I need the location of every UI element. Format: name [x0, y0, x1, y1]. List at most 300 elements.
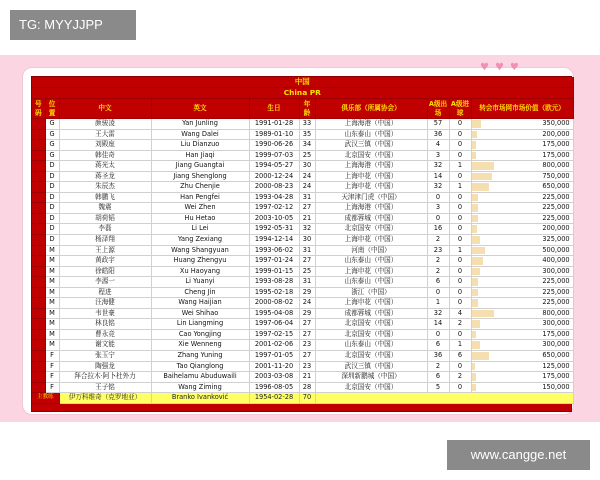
- cell-en: Yan Junling: [151, 119, 249, 130]
- cell-en: Wei Shihao: [151, 308, 249, 319]
- cell-en: Jiang Shenglong: [151, 171, 249, 182]
- market-value-bar: [472, 373, 477, 381]
- cell-age: 27: [299, 351, 315, 362]
- cell-en: Lin Liangming: [151, 319, 249, 330]
- cell-pos: F: [45, 351, 59, 362]
- cell-goals: 6: [449, 351, 471, 362]
- cell-caps: 1: [427, 298, 449, 309]
- market-value-text: 800,000: [542, 161, 570, 170]
- header-caps: A级出场: [428, 99, 448, 117]
- table-row: [32, 340, 573, 351]
- cell-mv: [471, 287, 573, 298]
- cell-dob: 1995-02-18: [249, 287, 299, 298]
- market-value-text: 350,000: [542, 119, 570, 127]
- cell-cn: 陶强龙: [59, 361, 151, 372]
- market-value-bar: [472, 141, 477, 149]
- cell-caps: 6: [427, 277, 449, 288]
- market-value-bar: [472, 257, 483, 265]
- table-row: [32, 298, 573, 309]
- table-row: [32, 213, 573, 224]
- cell-age: 23: [299, 361, 315, 372]
- cell-goals: 0: [449, 150, 471, 161]
- market-value-bar: [472, 194, 478, 202]
- cell-club: 成都蓉城（中国）: [315, 213, 427, 224]
- cell-caps: 6: [427, 372, 449, 383]
- cell-en: Cao Yongjing: [151, 329, 249, 340]
- cell-club: 北京国安（中国）: [315, 382, 427, 393]
- market-value-text: 200,000: [542, 224, 570, 233]
- cell-en: Han Pengfei: [151, 192, 249, 203]
- cell-mv: [471, 213, 573, 224]
- cell-club: 山东泰山（中国）: [315, 129, 427, 140]
- cell-goals: 0: [449, 203, 471, 214]
- cell-en: Wang Ziming: [151, 382, 249, 393]
- cell-caps: 4: [427, 140, 449, 151]
- cell-no: [32, 382, 45, 393]
- cell-no: [32, 235, 45, 246]
- cell-club: 上海海港（中国）: [315, 119, 427, 130]
- market-value-bar: [472, 247, 486, 255]
- cell-caps: 0: [427, 329, 449, 340]
- market-value-text: 300,000: [542, 340, 570, 349]
- cell-age: 29: [299, 287, 315, 298]
- market-value-text: 800,000: [542, 308, 570, 317]
- cell-caps: 36: [427, 351, 449, 362]
- cell-cn: 蒋光太: [59, 161, 151, 172]
- cell-goals: 2: [449, 372, 471, 383]
- cell-dob: 1999-01-15: [249, 266, 299, 277]
- cell-age: 23: [299, 340, 315, 351]
- cell-caps: 5: [427, 382, 449, 393]
- cell-age: 31: [299, 192, 315, 203]
- cell-caps: 0: [427, 287, 449, 298]
- cell-goals: 0: [449, 192, 471, 203]
- market-value-text: 225,000: [542, 298, 570, 307]
- cell-cn: 王大雷: [59, 129, 151, 140]
- cell-cn: 颜骏凌: [59, 119, 151, 130]
- cell-en: Wang Shangyuan: [151, 245, 249, 256]
- cell-age: 27: [299, 329, 315, 340]
- cell-pos: M: [45, 329, 59, 340]
- cell-mv: [471, 308, 573, 319]
- watermark-top: TG: MYYJJPP: [10, 10, 136, 40]
- cell-club: 上海申花（中国）: [315, 182, 427, 193]
- squad-table: [32, 77, 574, 404]
- cell-caps: 2: [427, 256, 449, 267]
- cell-age: 21: [299, 213, 315, 224]
- cell-age: 24: [299, 182, 315, 193]
- cell-club: 上海申花（中国）: [315, 171, 427, 182]
- cell-mv: [471, 192, 573, 203]
- cell-goals: 0: [449, 277, 471, 288]
- cell-no: [32, 329, 45, 340]
- coach-name-cn: 伊万科维奇（克罗地亚）: [59, 393, 151, 404]
- table-row: [32, 382, 573, 393]
- cell-club: 北京国安（中国）: [315, 150, 427, 161]
- cell-goals: 1: [449, 161, 471, 172]
- cell-pos: D: [45, 213, 59, 224]
- cell-dob: 1997-02-15: [249, 329, 299, 340]
- market-value-text: 225,000: [542, 192, 570, 201]
- cell-cn: 汪海健: [59, 298, 151, 309]
- cell-en: Han Jiaqi: [151, 150, 249, 161]
- cell-dob: 1997-02-12: [249, 203, 299, 214]
- cell-mv: [471, 298, 573, 309]
- cell-goals: 0: [449, 287, 471, 298]
- cell-goals: 1: [449, 340, 471, 351]
- cell-goals: 1: [449, 245, 471, 256]
- cell-pos: M: [45, 287, 59, 298]
- cell-age: 30: [299, 161, 315, 172]
- cell-club: 天津津门虎（中国）: [315, 192, 427, 203]
- cell-no: [32, 150, 45, 161]
- cell-age: 34: [299, 140, 315, 151]
- cell-caps: 2: [427, 361, 449, 372]
- cell-caps: 14: [427, 171, 449, 182]
- market-value-bar: [472, 320, 480, 328]
- cell-no: [32, 129, 45, 140]
- cell-cn: 徐皓阳: [59, 266, 151, 277]
- cell-pos: F: [45, 382, 59, 393]
- cell-club: 上海申花（中国）: [315, 266, 427, 277]
- cell-en: Hu Hetao: [151, 213, 249, 224]
- cell-cn: 李磊: [59, 224, 151, 235]
- cell-en: Wang Dalei: [151, 129, 249, 140]
- cell-no: [32, 119, 45, 130]
- cell-pos: M: [45, 298, 59, 309]
- cell-cn: 王上源: [59, 245, 151, 256]
- cell-mv: [471, 140, 573, 151]
- cell-no: [32, 182, 45, 193]
- cell-pos: G: [45, 129, 59, 140]
- market-value-bar: [472, 131, 478, 139]
- cell-dob: 1992-05-31: [249, 224, 299, 235]
- cell-no: [32, 361, 45, 372]
- market-value-bar: [472, 204, 478, 212]
- market-value-bar: [472, 215, 478, 223]
- cell-age: 31: [299, 245, 315, 256]
- header-position: 位置: [45, 99, 59, 119]
- table-row: [32, 287, 573, 298]
- header-age: 年龄: [299, 99, 315, 119]
- market-value-bar: [472, 363, 475, 371]
- watermark-bottom: www.cangge.net: [447, 440, 590, 470]
- cell-club: 北京国安（中国）: [315, 329, 427, 340]
- cell-caps: 36: [427, 129, 449, 140]
- market-value-bar: [472, 236, 481, 244]
- cell-no: [32, 245, 45, 256]
- cell-club: 山东泰山（中国）: [315, 256, 427, 267]
- cell-en: Xu Haoyang: [151, 266, 249, 277]
- heart-decoration-icon: ♥♥♥: [480, 62, 525, 73]
- header-goals: A级进球: [450, 99, 470, 117]
- cell-caps: 32: [427, 308, 449, 319]
- cell-club: 山东泰山（中国）: [315, 277, 427, 288]
- cell-no: [32, 203, 45, 214]
- cell-caps: 57: [427, 119, 449, 130]
- cell-age: 32: [299, 224, 315, 235]
- cell-pos: F: [45, 361, 59, 372]
- table-row: [32, 351, 573, 362]
- cell-no: [32, 192, 45, 203]
- cell-cn: 朱辰杰: [59, 182, 151, 193]
- cell-pos: M: [45, 319, 59, 330]
- cell-mv: [471, 119, 573, 130]
- cell-club: 武汉三镇（中国）: [315, 361, 427, 372]
- market-value-bar: [472, 225, 478, 233]
- cell-goals: 0: [449, 129, 471, 140]
- cell-no: [32, 287, 45, 298]
- market-value-text: 225,000: [542, 277, 570, 286]
- header-club: 俱乐部（所属协会）: [315, 99, 427, 119]
- cell-en: Zhang Yuning: [151, 351, 249, 362]
- cell-cn: 黄政宇: [59, 256, 151, 267]
- cell-cn: 张玉宁: [59, 351, 151, 362]
- cell-caps: 32: [427, 182, 449, 193]
- cell-en: Baihelamu Abuduwaili: [151, 372, 249, 383]
- cell-club: 上海申花（中国）: [315, 235, 427, 246]
- cell-mv: [471, 340, 573, 351]
- cell-caps: 6: [427, 340, 449, 351]
- cell-club: 上海海港（中国）: [315, 161, 427, 172]
- cell-mv: [471, 182, 573, 193]
- cell-pos: D: [45, 192, 59, 203]
- cell-cn: 韩鹏飞: [59, 192, 151, 203]
- cell-cn: 李源一: [59, 277, 151, 288]
- market-value-bar: [472, 162, 494, 170]
- cell-caps: 32: [427, 161, 449, 172]
- market-value-text: 325,000: [542, 235, 570, 244]
- cell-pos: D: [45, 224, 59, 235]
- market-value-text: 650,000: [542, 182, 570, 191]
- market-value-bar: [472, 289, 478, 297]
- cell-dob: 2003-10-05: [249, 213, 299, 224]
- cell-caps: 16: [427, 224, 449, 235]
- cell-mv: [471, 245, 573, 256]
- cell-dob: 1990-06-26: [249, 140, 299, 151]
- table-row: [32, 245, 573, 256]
- market-value-text: 175,000: [542, 150, 570, 159]
- cell-mv: [471, 266, 573, 277]
- cell-mv: [471, 277, 573, 288]
- table-row: [32, 119, 573, 130]
- coach-label: 主教练: [32, 393, 59, 404]
- cell-goals: 0: [449, 213, 471, 224]
- cell-club: 河南（中国）: [315, 245, 427, 256]
- cell-club: 北京国安（中国）: [315, 351, 427, 362]
- cell-dob: 2003-03-08: [249, 372, 299, 383]
- cell-dob: 1997-01-24: [249, 256, 299, 267]
- cell-cn: 程进: [59, 287, 151, 298]
- cell-en: Huang Zhengyu: [151, 256, 249, 267]
- table-row: [32, 140, 573, 151]
- cell-pos: M: [45, 256, 59, 267]
- cell-en: Li Lei: [151, 224, 249, 235]
- cell-pos: M: [45, 277, 59, 288]
- cell-mv: [471, 161, 573, 172]
- cell-dob: 1989-01-10: [249, 129, 299, 140]
- header-english-name: 英文: [151, 99, 249, 119]
- cell-goals: 0: [449, 266, 471, 277]
- market-value-text: 225,000: [542, 203, 570, 212]
- cell-dob: 2000-08-23: [249, 182, 299, 193]
- table-row: [32, 129, 573, 140]
- cell-mv: [471, 372, 573, 383]
- cell-no: [32, 319, 45, 330]
- cell-age: 30: [299, 235, 315, 246]
- cell-en: Yang Zexiang: [151, 235, 249, 246]
- cell-goals: 0: [449, 361, 471, 372]
- cell-club: 武汉三镇（中国）: [315, 140, 427, 151]
- market-value-text: 225,000: [542, 287, 570, 296]
- market-value-bar: [472, 183, 490, 191]
- coach-birthday: 1954-02-28: [249, 393, 299, 404]
- cell-pos: D: [45, 171, 59, 182]
- cell-age: 27: [299, 319, 315, 330]
- table-title-cn: 中国: [32, 77, 573, 88]
- cell-mv: [471, 235, 573, 246]
- cell-no: [32, 224, 45, 235]
- market-value-bar: [472, 268, 480, 276]
- market-value-bar: [472, 173, 493, 181]
- cell-age: 27: [299, 203, 315, 214]
- market-value-bar: [472, 331, 477, 339]
- cell-cn: 曹永竞: [59, 329, 151, 340]
- cell-caps: 2: [427, 266, 449, 277]
- table-row: [32, 256, 573, 267]
- market-value-bar: [472, 120, 482, 128]
- table-row: [32, 171, 573, 182]
- cell-cn: 拜合拉木·阿卜杜外力: [59, 372, 151, 383]
- cell-age: 21: [299, 372, 315, 383]
- cell-club: 上海申花（中国）: [315, 298, 427, 309]
- cell-goals: 1: [449, 182, 471, 193]
- cell-goals: 4: [449, 308, 471, 319]
- cell-en: Cheng Jin: [151, 287, 249, 298]
- cell-cn: 谢文能: [59, 340, 151, 351]
- market-value-text: 500,000: [542, 245, 570, 254]
- cell-mv: [471, 361, 573, 372]
- market-value-bar: [472, 152, 477, 160]
- table-row: [32, 319, 573, 330]
- cell-en: Liu Dianzuo: [151, 140, 249, 151]
- cell-no: [32, 372, 45, 383]
- cell-no: [32, 298, 45, 309]
- cell-dob: 1994-05-27: [249, 161, 299, 172]
- market-value-text: 150,000: [542, 382, 570, 391]
- coach-row: [32, 393, 573, 404]
- cell-dob: 1991-01-28: [249, 119, 299, 130]
- table-row: [32, 150, 573, 161]
- table-row: [32, 372, 573, 383]
- market-value-text: 200,000: [542, 129, 570, 138]
- cell-club: 北京国安（中国）: [315, 224, 427, 235]
- market-value-text: 125,000: [542, 361, 570, 370]
- cell-pos: G: [45, 140, 59, 151]
- table-row: [32, 161, 573, 172]
- cell-mv: [471, 129, 573, 140]
- table-row: [32, 329, 573, 340]
- cell-age: 35: [299, 129, 315, 140]
- cell-dob: 1993-04-28: [249, 192, 299, 203]
- cell-club: 北京国安（中国）: [315, 319, 427, 330]
- cell-pos: M: [45, 266, 59, 277]
- market-value-text: 175,000: [542, 140, 570, 149]
- market-value-text: 225,000: [542, 213, 570, 222]
- table-row: [32, 266, 573, 277]
- cell-en: Wang Haijian: [151, 298, 249, 309]
- cell-no: [32, 171, 45, 182]
- cell-dob: 1995-04-08: [249, 308, 299, 319]
- market-value-bar: [472, 341, 480, 349]
- cell-no: [32, 161, 45, 172]
- cell-no: [32, 266, 45, 277]
- cell-caps: 3: [427, 150, 449, 161]
- cell-cn: 林良铭: [59, 319, 151, 330]
- cell-pos: G: [45, 150, 59, 161]
- cell-no: [32, 308, 45, 319]
- cell-dob: 1999-07-03: [249, 150, 299, 161]
- table-row: [32, 224, 573, 235]
- cell-pos: M: [45, 245, 59, 256]
- cell-pos: D: [45, 203, 59, 214]
- cell-age: 25: [299, 266, 315, 277]
- market-value-text: 400,000: [542, 256, 570, 265]
- cell-no: [32, 256, 45, 267]
- cell-age: 28: [299, 382, 315, 393]
- cell-dob: 2001-02-06: [249, 340, 299, 351]
- cell-dob: 1997-06-04: [249, 319, 299, 330]
- table-row: [32, 203, 573, 214]
- cell-no: [32, 213, 45, 224]
- market-value-bar: [472, 299, 478, 307]
- table-row: [32, 308, 573, 319]
- cell-dob: 2000-12-24: [249, 171, 299, 182]
- table-row: [32, 235, 573, 246]
- cell-goals: 0: [449, 140, 471, 151]
- cell-dob: 2001-11-20: [249, 361, 299, 372]
- cell-caps: 23: [427, 245, 449, 256]
- cell-en: Tao Qianglong: [151, 361, 249, 372]
- header-birthday: 生日: [249, 99, 299, 119]
- cell-caps: 14: [427, 319, 449, 330]
- cell-mv: [471, 256, 573, 267]
- market-value-text: 750,000: [542, 171, 570, 180]
- cell-no: [32, 351, 45, 362]
- cell-dob: 1993-06-02: [249, 245, 299, 256]
- cell-no: [32, 140, 45, 151]
- cell-caps: 2: [427, 235, 449, 246]
- cell-no: [32, 277, 45, 288]
- cell-dob: 1996-08-05: [249, 382, 299, 393]
- cell-goals: 0: [449, 256, 471, 267]
- cell-mv: [471, 329, 573, 340]
- cell-cn: 杨泽翔: [59, 235, 151, 246]
- cell-cn: 蒋圣龙: [59, 171, 151, 182]
- cell-cn: 胡荷韬: [59, 213, 151, 224]
- coach-empty: [315, 393, 573, 404]
- header-chinese-name: 中文: [59, 99, 151, 119]
- cell-age: 29: [299, 308, 315, 319]
- cell-goals: 0: [449, 171, 471, 182]
- cell-mv: [471, 171, 573, 182]
- cell-age: 24: [299, 171, 315, 182]
- cell-club: 成都蓉城（中国）: [315, 308, 427, 319]
- cell-dob: 1993-08-28: [249, 277, 299, 288]
- cell-cn: 刘殿座: [59, 140, 151, 151]
- cell-age: 24: [299, 298, 315, 309]
- cell-age: 27: [299, 256, 315, 267]
